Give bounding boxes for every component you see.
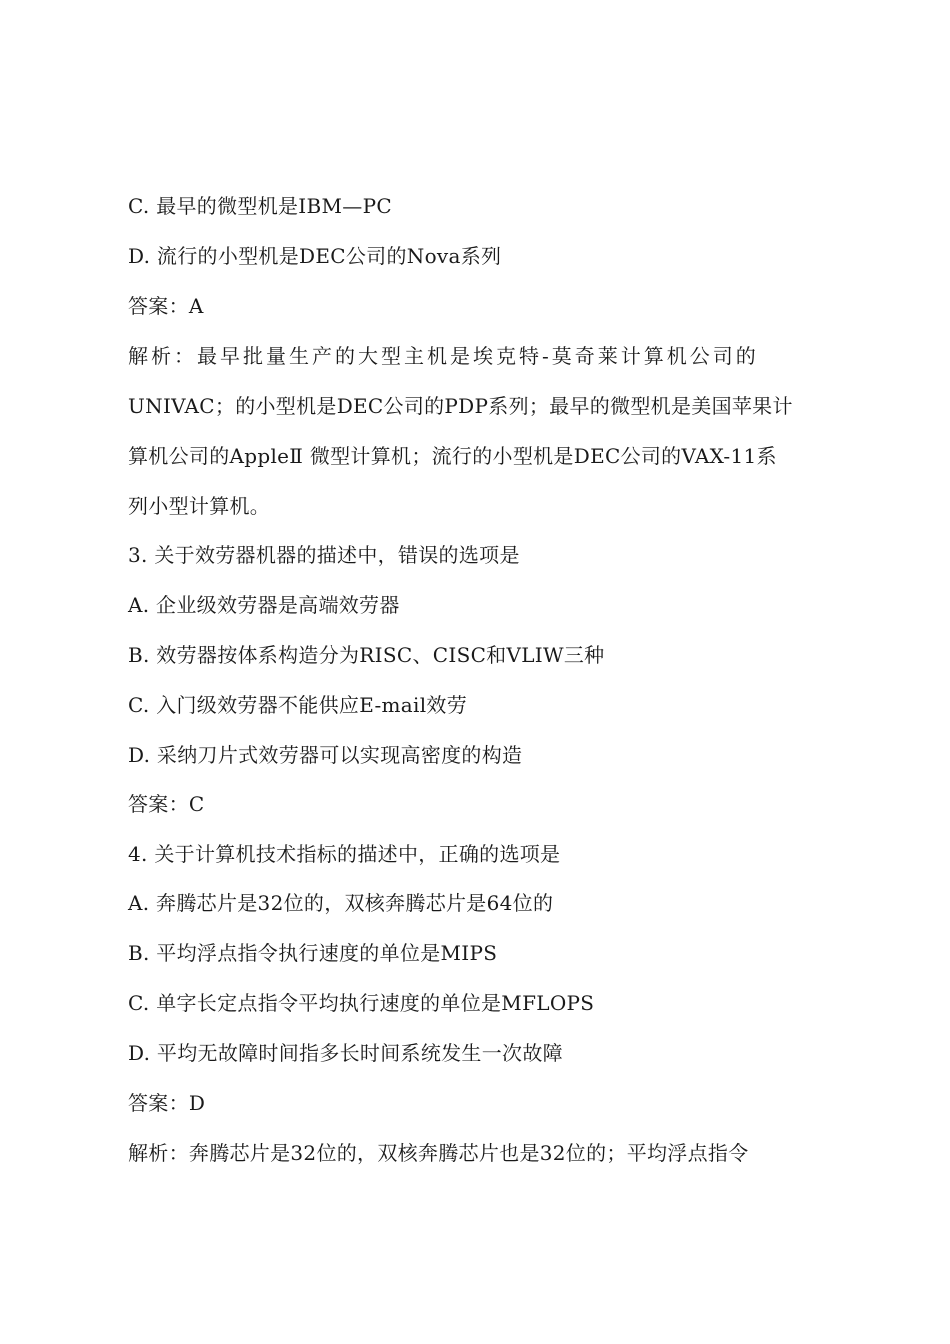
q4-option-c: C. 单字长定点指令平均执行速度的单位是MFLOPS <box>128 991 595 1015</box>
q4-option-a: A. 奔腾芯片是32位的，双核奔腾芯片是64位的 <box>128 891 554 915</box>
q4-option-b: B. 平均浮点指令执行速度的单位是MIPS <box>128 941 498 965</box>
q4-option-d: D. 平均无故障时间指多长时间系统发生一次故障 <box>128 1041 563 1065</box>
q3-question: 3. 关于效劳器机器的描述中，错误的选项是 <box>128 543 520 567</box>
q4-question: 4. 关于计算机技术指标的描述中，正确的选项是 <box>128 842 561 866</box>
q2-analysis-line-1: 解析：最早批量生产的大型主机是埃克特-莫奇莱计算机公司的 <box>128 344 759 368</box>
q2-option-d: D. 流行的小型机是DEC公司的Nova系列 <box>128 244 502 268</box>
q3-option-b: B. 效劳器按体系构造分为RISC、CISC和VLIW三种 <box>128 643 605 667</box>
q2-answer: 答案：A <box>128 294 204 318</box>
q3-answer: 答案：C <box>128 792 205 816</box>
q2-analysis-line-4: 列小型计算机。 <box>128 494 271 518</box>
q2-option-c: C. 最早的微型机是IBM—PC <box>128 194 392 218</box>
q4-answer: 答案：D <box>128 1091 206 1115</box>
q3-option-d: D. 采纳刀片式效劳器可以实现高密度的构造 <box>128 743 523 767</box>
q2-analysis-line-2: UNIVAC；的小型机是DEC公司的PDP系列；最早的微型机是美国苹果计 <box>128 394 793 418</box>
q3-option-c: C. 入门级效劳器不能供应E-mail效劳 <box>128 693 468 717</box>
q3-option-a: A. 企业级效劳器是高端效劳器 <box>128 593 400 617</box>
q2-analysis-line-3: 算机公司的AppleⅡ 微型计算机；流行的小型机是DEC公司的VAX-11系 <box>128 444 777 468</box>
q4-analysis-line-1: 解析：奔腾芯片是32位的，双核奔腾芯片也是32位的；平均浮点指令 <box>128 1141 749 1165</box>
